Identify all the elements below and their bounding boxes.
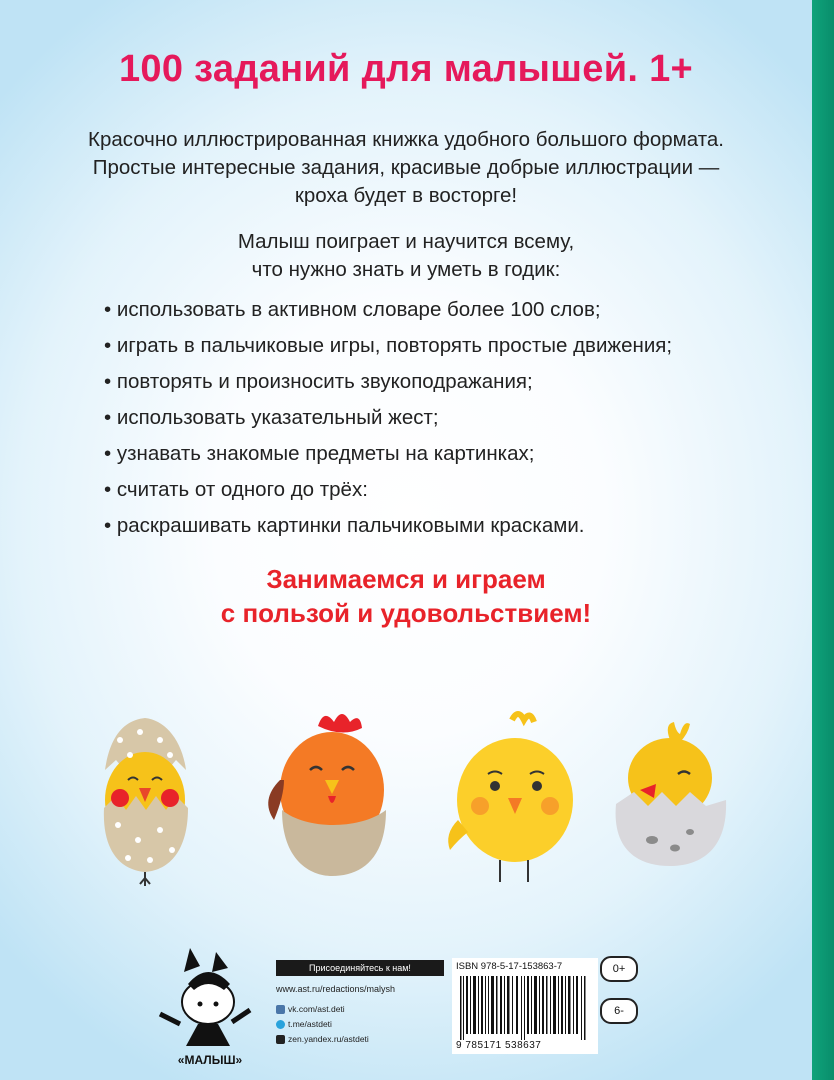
intro-line: Простые интересные задания, красивые добрые иллюстрации — [92, 156, 720, 179]
chicks-illustration [0, 700, 812, 900]
skill-item: • играть в пальчиковые игры, повторять простые движения; [104, 334, 673, 357]
site-link[interactable]: www.ast.ru/redactions/malysh [276, 984, 396, 994]
intro-paragraph [0, 126, 812, 210]
join-us-banner: Присоединяйтесь к нам! [276, 960, 444, 976]
age-recommended-badge: 6- [600, 998, 638, 1024]
skill-item: • узнавать знакомые предметы на картинках; [104, 442, 535, 465]
motto-line: с пользой и удовольствием! [220, 598, 592, 628]
egg-chick-illustration [104, 718, 188, 886]
skills-intro-line: Малыш поиграет и научится всему, [237, 230, 575, 253]
social-label: vk.com/ast.deti [288, 1004, 345, 1014]
skills-intro [0, 228, 812, 284]
age-rating-badge: 0+ [600, 956, 638, 982]
barcode-digits: 9 785171 538637 [456, 1040, 542, 1051]
skill-item: • считать от одного до трёх: [104, 478, 368, 501]
skills-list [104, 292, 784, 544]
social-label: t.me/astdeti [288, 1019, 332, 1029]
publisher-logo-text: «МАЛЫШ» [177, 1053, 243, 1067]
footer [0, 938, 812, 1080]
motto-line: Занимаемся и играем [266, 564, 546, 594]
book-title: 100 заданий для малышей. 1+ [119, 48, 693, 90]
social-item-telegram[interactable] [276, 1017, 369, 1032]
hatching-chick-illustration [616, 722, 727, 866]
telegram-icon [276, 1020, 285, 1029]
skill-item: • использовать указательный жест; [104, 406, 439, 429]
social-label: zen.yandex.ru/astdeti [288, 1034, 369, 1044]
skill-item: • раскрашивать картинки пальчиковыми красками. [104, 514, 585, 537]
vk-icon [276, 1005, 285, 1014]
isbn-block [452, 958, 598, 1054]
isbn-text: ISBN 978-5-17-153863-7 [456, 961, 563, 972]
yellow-chick-illustration [448, 714, 573, 882]
skills-intro-line: что нужно знать и уметь в годик: [251, 258, 561, 281]
social-item-vk[interactable] [276, 1002, 369, 1017]
motto [0, 562, 812, 630]
skill-item: • повторять и произносить звукоподражания; [104, 370, 533, 393]
rooster-illustration [268, 714, 386, 876]
barcode [456, 976, 592, 1040]
zen-icon [276, 1035, 285, 1044]
social-item-zen[interactable] [276, 1032, 369, 1047]
intro-line: кроха будет в восторге! [294, 184, 518, 207]
spine-strip [812, 0, 834, 1080]
social-links [276, 1002, 369, 1047]
publisher-logo [150, 944, 270, 1070]
intro-line: Красочно иллюстрированная книжка удобного большого формата. [88, 128, 724, 151]
skill-item: • использовать в активном словаре более 100 слов; [104, 298, 601, 321]
